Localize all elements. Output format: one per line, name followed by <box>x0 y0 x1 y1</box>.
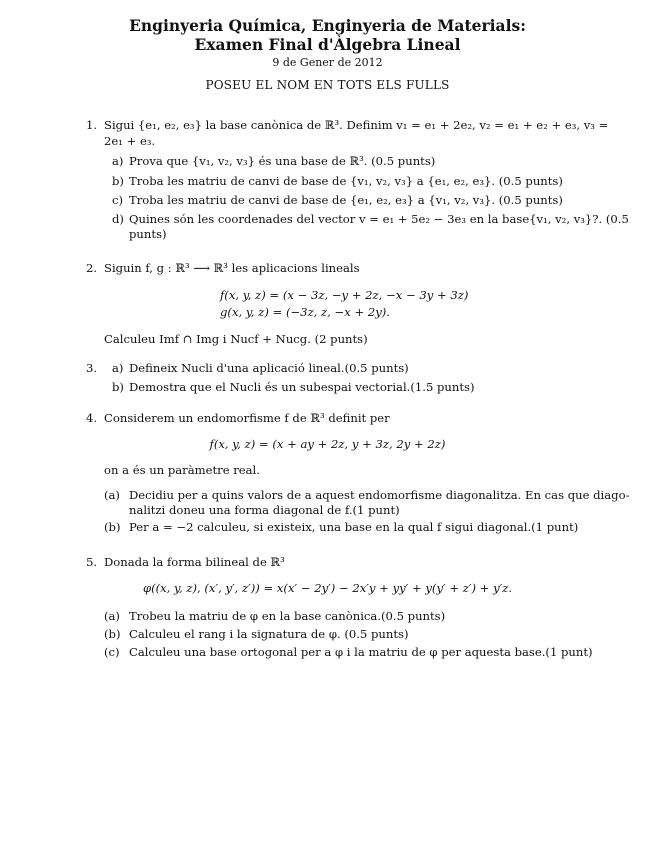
question-4b-label: (b) <box>104 520 121 534</box>
title-line-2: Examen Final d'Àlgebra Lineal <box>194 35 461 54</box>
question-4a-text: Decidiu per a quins valors de a aquest endomorfisme diagonalitza. En cas que diago- <box>129 488 630 502</box>
question-3a-label: a) <box>112 361 124 375</box>
question-3b-label: b) <box>112 380 124 394</box>
exam-date: 9 de Gener de 2012 <box>272 56 383 69</box>
question-4-equation: f(x, y, z) = (x + ay + 2z, y + 3z, 2y + 2z) <box>209 437 446 451</box>
question-5c-text: Calculeu una base ortogonal per a φ i la matriu de φ per aquesta base.(1 punt) <box>129 645 593 659</box>
question-2-intro: Siguin f, g : ℝ³ ⟶ ℝ³ les aplicacions lineals <box>104 261 360 275</box>
question-5-equation: φ((x, y, z), (x′, y′, z′)) = x(x′ − 2y′) − 2x′y + yy′ + y(y′ + z′) + y′z. <box>142 581 513 595</box>
question-3a-text: Defineix Nucli d'una aplicació lineal.(0.5 punts) <box>129 361 409 375</box>
question-3b-text: Demostra que el Nucli és un subespai vectorial.(1.5 punts) <box>129 380 475 394</box>
title-line-1: Enginyeria Química, Enginyeria de Materials: <box>129 16 526 35</box>
question-4-parameter: on a és un paràmetre real. <box>104 463 260 477</box>
question-1b-text: Troba les matriu de canvi de base de {v₁, v₂, v₃} a {e₁, e₂, e₃}. (0.5 punts) <box>129 174 563 188</box>
question-1d-text: Quines són les coordenades del vector v = e₁ + 5e₂ − 3e₃ en la base{v₁, v₂, v₃}?. (0.5 <box>129 212 629 226</box>
question-5a-text: Trobeu la matriu de φ en la base canònica.(0.5 punts) <box>129 609 446 623</box>
question-1-number: 1. <box>86 118 98 132</box>
instruction-note: POSEU EL NOM EN TOTS ELS FULLS <box>205 78 450 92</box>
question-1d-label: d) <box>112 212 124 226</box>
question-2-number: 2. <box>86 261 98 275</box>
question-5-number: 5. <box>86 555 98 569</box>
question-3-number: 3. <box>86 361 98 375</box>
question-5b-text: Calculeu el rang i la signatura de φ. (0.5 punts) <box>129 627 409 641</box>
question-2-equation-g: g(x, y, z) = (−3z, z, −x + 2y). <box>220 305 390 319</box>
question-5c-label: (c) <box>104 645 120 659</box>
question-4a-label: (a) <box>104 488 120 502</box>
question-5a-label: (a) <box>104 609 120 623</box>
question-4a-text-cont: nalitzi doneu una forma diagonal de f.(1 punt) <box>129 503 400 517</box>
question-1c-text: Troba les matriu de canvi de base de {e₁, e₂, e₃} a {v₁, v₂, v₃}. (0.5 punts) <box>129 193 563 207</box>
question-1c-label: c) <box>112 193 124 207</box>
question-4b-text: Per a = −2 calculeu, si existeix, una base en la qual f sigui diagonal.(1 punt) <box>129 520 579 534</box>
question-1-line-1: Sigui {e₁, e₂, e₃} la base canònica de ℝ³. Definim v₁ = e₁ + 2e₂, v₂ = e₁ + e₂ + e₃, v₃ = <box>104 118 609 132</box>
question-2-task: Calculeu Imf ∩ Img i Nucf + Nucg. (2 punts) <box>104 332 368 346</box>
question-5-intro: Donada la forma bilineal de ℝ³ <box>104 555 285 569</box>
question-5b-label: (b) <box>104 627 121 641</box>
question-1a-label: a) <box>112 154 124 168</box>
question-1d-text-cont: punts) <box>129 227 167 241</box>
question-4-intro: Considerem un endomorfisme f de ℝ³ definit per <box>104 411 390 425</box>
question-1b-label: b) <box>112 174 124 188</box>
question-1a-text: Prova que {v₁, v₂, v₃} és una base de ℝ³. (0.5 punts) <box>129 154 436 168</box>
question-1-line-2: 2e₁ + e₃. <box>104 134 156 148</box>
question-4-number: 4. <box>86 411 98 425</box>
question-2-equation-f: f(x, y, z) = (x − 3z, −y + 2z, −x − 3y + 3z) <box>220 288 469 302</box>
